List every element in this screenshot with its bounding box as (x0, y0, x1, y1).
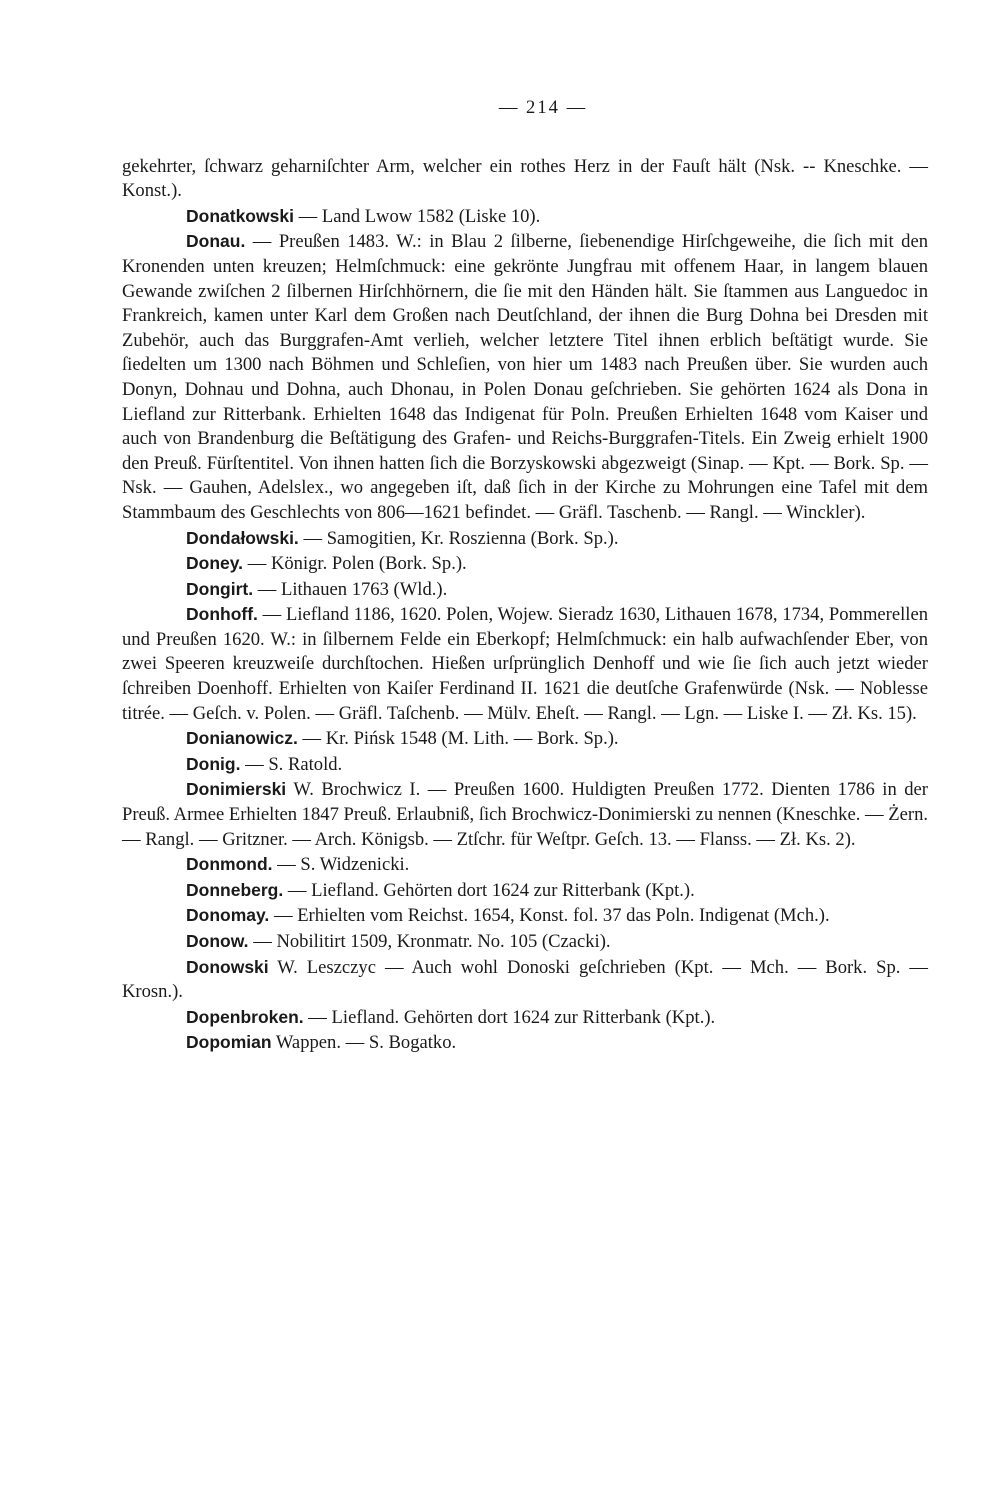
entry-text: — Samogitien, Kr. Rosziennа (Bork. Sp.). (298, 527, 619, 549)
document-page (122, 96, 928, 1056)
entry-headword: Donig. (186, 753, 241, 774)
entry-text: — Lithauen 1763 (Wld.). (253, 578, 448, 600)
entry-text: — Nobilitirt 1509, Kronmatr. No. 105 (Czacki). (248, 931, 611, 952)
entry-text: — Preußen 1483. W.: in Blau 2 ſilberne, ſiebenendige Hirſchgeweihe, die ſich mit den Kronenden unten kreuzen; Helmſchmuck: eine gekrönte Jungfrau mit offenem Haar, in langem blauen Gewande zwiſchen 2 ſilbernen Hirſchhörnern, die ſie mit den Händen hält. Sie ſtammen aus Languedoc in Frankreich, kamen unter Karl dem Großen nach Deutſchland, der ihnen die Burg Dohna bei Dresden mit Zubehör, auch das Burggrafen-Amt verlieh, welcher letztere Titel ihnen erblich beſtätigt wurde. Sie ſiedelten um 1300 nach Böhmen und Schleſien, von hier um 1483 nach Preußen über. Sie wurden auch Donyn, Dohnau und Dohna, auch Dhonau, in Polen Donau geſchrieben. Sie gehörten 1624 als Dona in Liefland zur Ritterbank. Erhielten 1648 das Indigenat für Poln. Preußen Erhielten 1648 vom Kaiser und auch von Brandenburg die Beſtätigung des Grafen- und Reichs-Burggrafen-Titels. Ein Zweig erhielt 1900 den Preuß. Fürſtentitel. Von ihnen hatten ſich die Borzyskowski abgezweigt (Sinap. — Kpt. — Bork. Sp. — Nsk. — Gauhen, Adelslex., wo angegeben iſt, daß ſich in der Kirche zu Mohrungen eine Tafel mit dem Stammbaum des Geschlechts von 806—1621 befindet. — Gräfl. Taschenb. — Rangl. — Winckler). (122, 231, 928, 523)
entry-text: — S. Widzenicki. (272, 854, 410, 876)
entry-headword: Donianowicz. (186, 728, 298, 749)
entry-dondalowski (122, 526, 928, 552)
entry-donimierski (122, 777, 928, 852)
entry-text: Wappen. — S. Bogatko. (271, 1032, 457, 1054)
entry-headword: Donneberg. (186, 879, 284, 900)
entry-text: — Liefland. Gehörten dort 1624 zur Ritterbank (Kpt.). (283, 879, 695, 901)
entry-donneberg (122, 878, 928, 904)
entry-headword: Donimierski (186, 779, 287, 800)
entry-text: W. Brochwicz I. — Preußen 1600. Huldigten Preußen 1772. Dienten 1786 in der Preuß. Armee Erhielten 1847 Preuß. Erlaubniß, ſich Brochwicz-Donimierski zu nennen (Kneschke. — Żern. — Rangl. — Gritzner. — Arch. Königsb. — Ztſchr. für Weſtpr. Geſch. 13. — Flanss. — Zł. Ks. 2). (122, 779, 929, 850)
page-number: — 214 — (498, 97, 588, 118)
entry-continuation (122, 155, 928, 204)
entry-donowski (122, 955, 928, 1005)
entry-text: — Liefland. Gehörten dort 1624 zur Ritterbank (Kpt.). (303, 1006, 716, 1028)
entry-headword: Donomay. (186, 905, 270, 926)
entry-text: — Kr. Pińsk 1548 (M. Lith. — Bork. Sp.). (297, 728, 619, 750)
entry-donatkowski (122, 204, 928, 230)
entry-headword: Dopomian (186, 1032, 272, 1053)
entry-headword: Donhoff. (186, 604, 258, 625)
entry-headword: Dopenbroken. (186, 1006, 304, 1027)
entry-headword: Dondałowski. (186, 527, 299, 548)
entry-dongirt (122, 577, 928, 603)
entry-donianowicz (122, 726, 928, 752)
entry-dopenbroken (122, 1005, 928, 1031)
entry-headword: Dongirt. (186, 578, 254, 599)
entry-text: — S. Ratold. (240, 753, 343, 775)
entry-headword: Donatkowski (186, 205, 294, 226)
entry-dopomian (122, 1030, 928, 1056)
entry-doney (122, 551, 928, 577)
entry-text: W. Leszczyc — Auch wohl Donoski geſchrieben (Kpt. — Mch. — Bork. Sp. — Krosn.). (122, 956, 928, 1003)
entry-donmond (122, 852, 928, 878)
entry-donomay (122, 903, 928, 929)
entry-text: — Erhielten vom Reichst. 1654, Konst. fol. 37 das Poln. Indigenat (Mch.). (269, 905, 830, 927)
entry-text: — Liefland 1186, 1620. Polen, Wojew. Sieradz 1630, Lithauen 1678, 1734, Pommerellen und Preußen 1620. W.: in ſilbernem Felde ein Eberkopf; Helmſchmuck: ein halb aufwachſender Eber, von zwei Speeren kreuzweiſe durchſtochen. Hießen urſprünglich Denhoff und wie ſie ſich auch jetzt wieder ſchreiben Doenhoff. Erhielten von Kaiſer Ferdinand II. 1621 die deutſche Grafenwürde (Nsk. — Noblesse titrée. — Geſch. v. Polen. — Gräfl. Taſchenb. — Mülv. Eheſt. — Rangl. — Lgn. — Liske I. — Zł. Ks. 15). (122, 604, 928, 724)
entry-donow (122, 929, 928, 955)
entry-text: — Königr. Polen (Bork. Sp.). (243, 553, 467, 575)
entry-text: — Land Lwow 1582 (Liske 10). (293, 205, 541, 227)
entry-headword: Donowski (186, 956, 269, 977)
entry-donhoff (122, 602, 928, 726)
entry-headword: Donow. (186, 931, 249, 951)
entry-headword: Donmond. (186, 854, 273, 875)
entry-donau (122, 229, 928, 525)
entry-donig (122, 752, 928, 778)
entry-headword: Donau. (186, 231, 246, 252)
entry-headword: Doney. (186, 553, 244, 574)
entry-text: gekehrter, ſchwarz geharniſchter Arm, welcher ein rothes Herz in der Fauſt hält (Nsk. -- Kneschke. — Konst.). (122, 155, 928, 202)
